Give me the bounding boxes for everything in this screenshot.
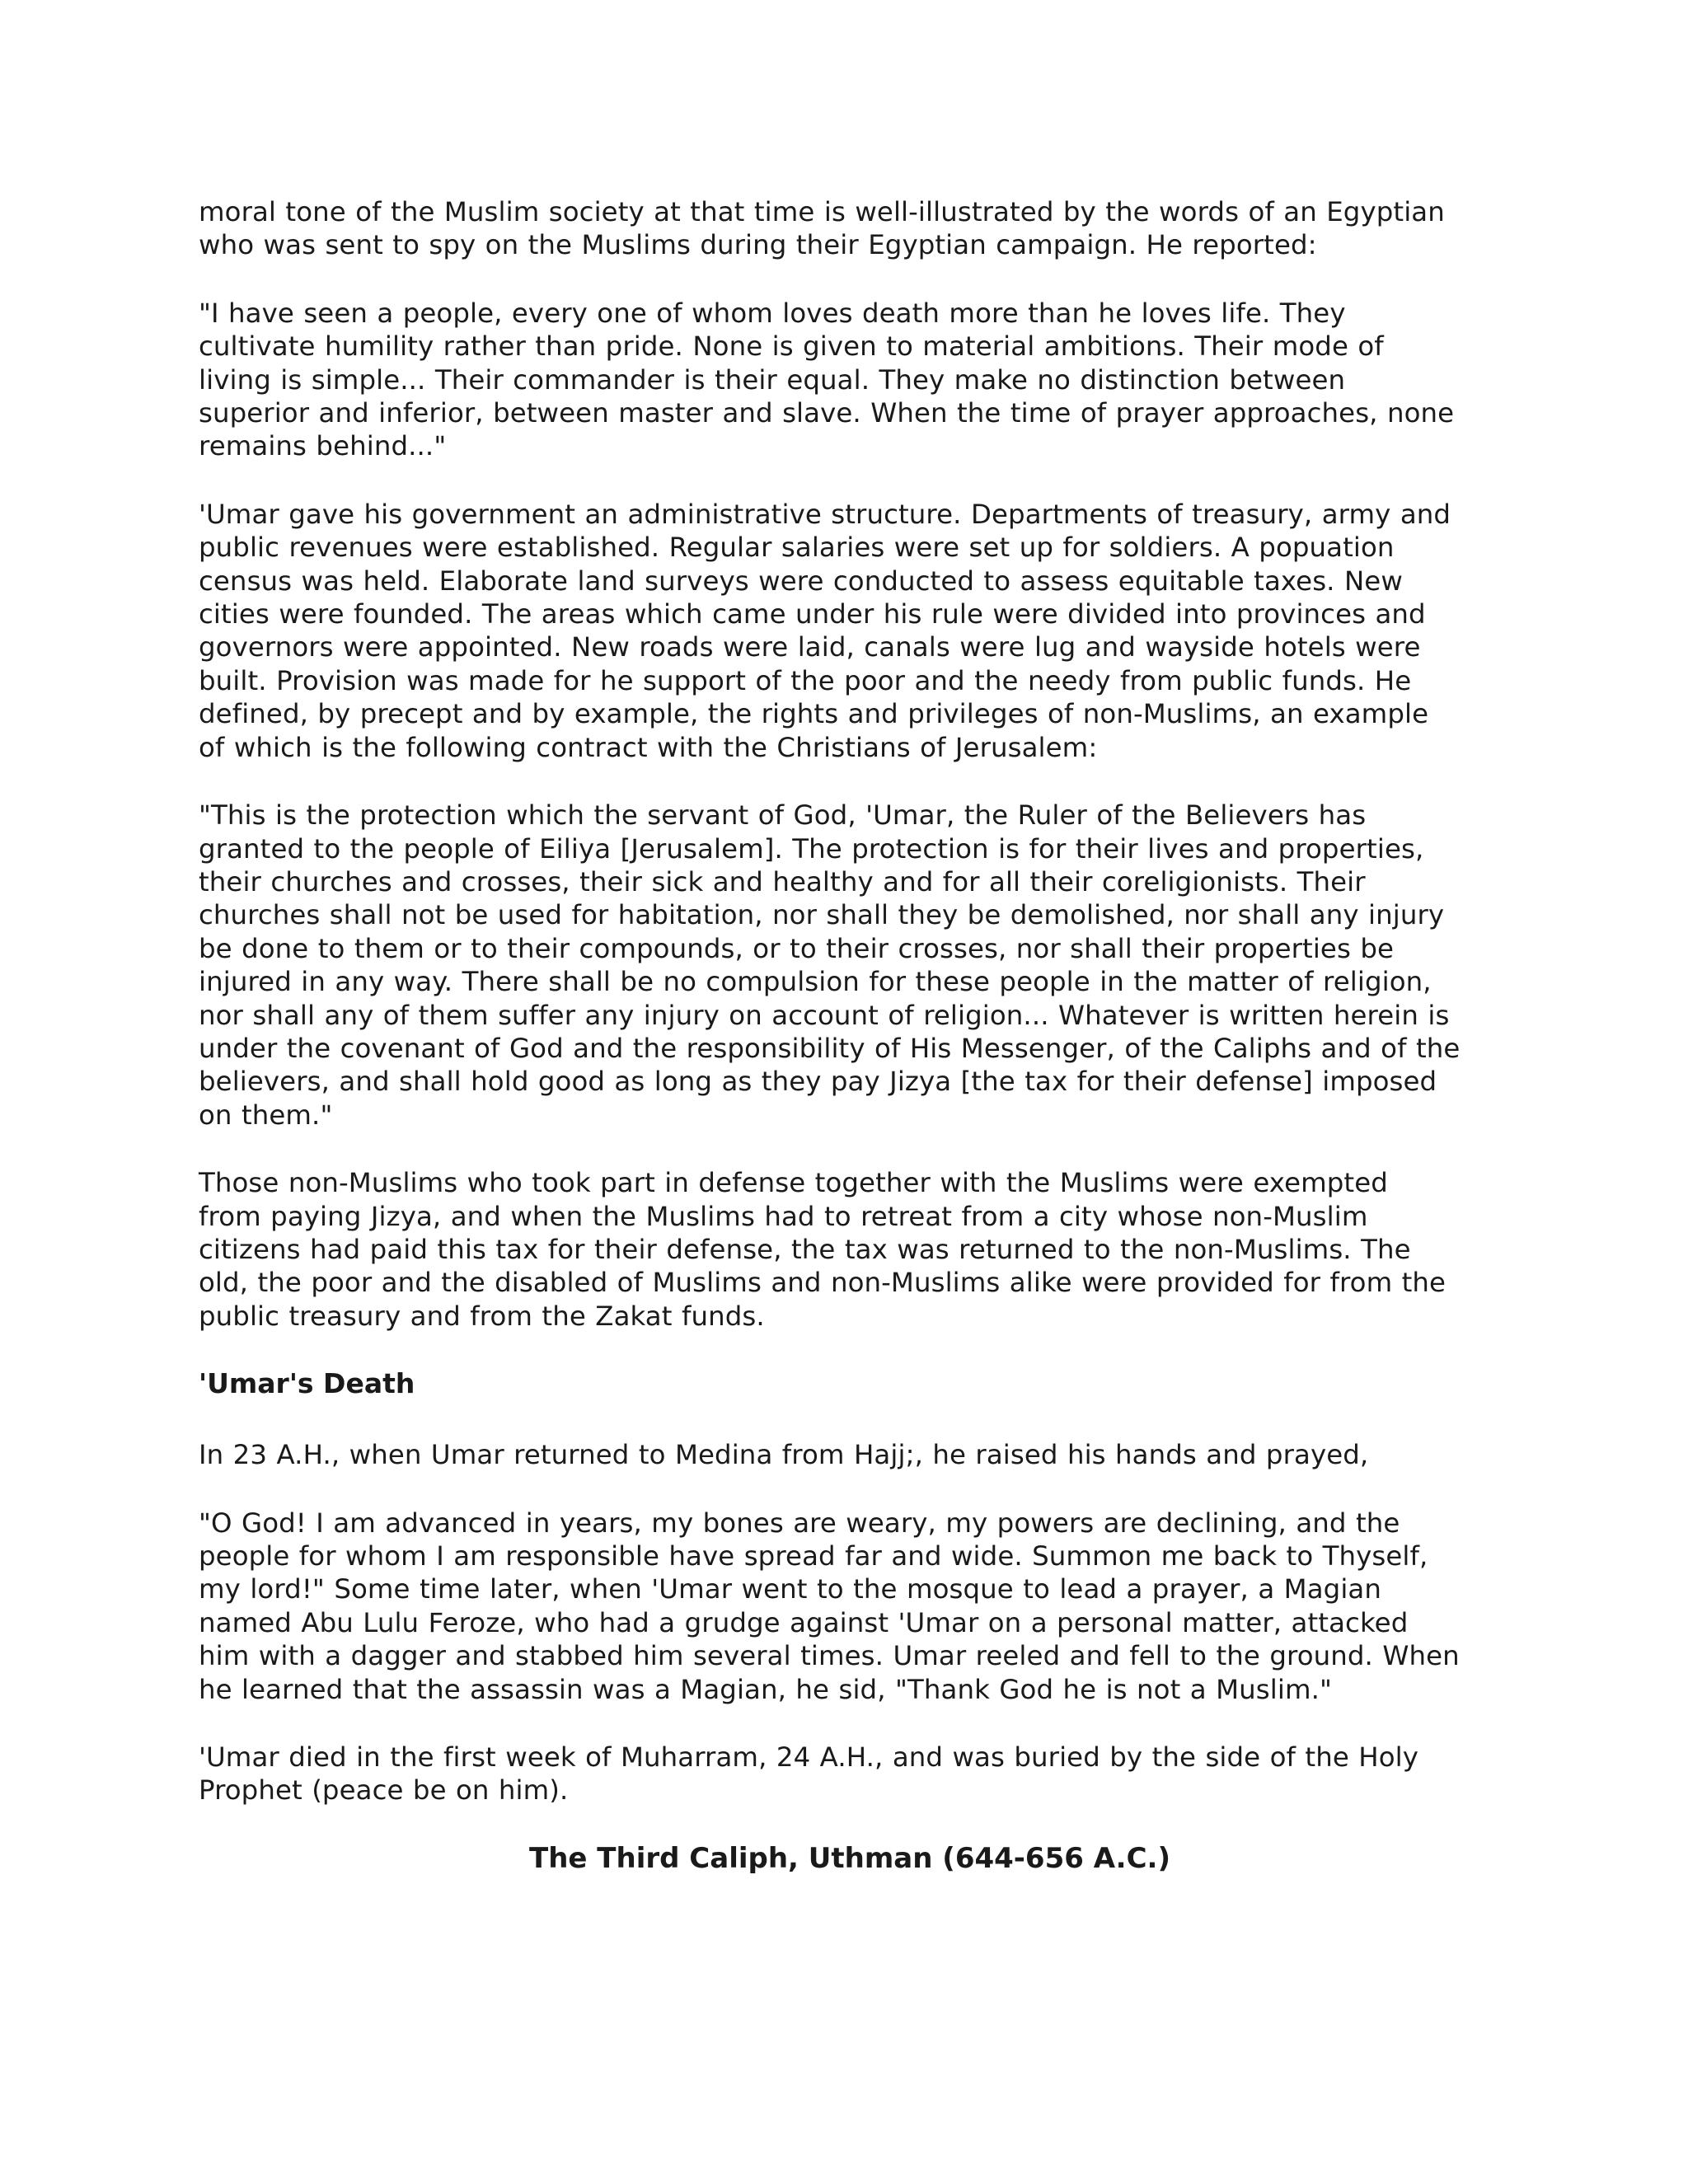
text-line: granted to the people of Eiliya [Jerusalem]. The protection is for their lives and properties, [199, 832, 1424, 865]
text-line: public treasury and from the Zakat funds. [199, 1300, 765, 1332]
paragraph-administration [199, 498, 1501, 764]
text-line: churches shall not be used for habitation, nor shall they be demolished, nor shall any injury [199, 899, 1445, 931]
text-line: cities were founded. The areas which came under his rule were divided into provinces and [199, 598, 1426, 630]
text-line: citizens had paid this tax for their defense, the tax was returned to the non-Muslims. The [199, 1233, 1411, 1265]
paragraph-return-from-hajj [199, 1438, 1501, 1471]
paragraph-jerusalem-contract [199, 799, 1501, 1132]
section-title-third-caliph: The Third Caliph, Uthman (644-656 A.C.) [529, 1841, 1170, 1875]
paragraph-jizya-exemption [199, 1166, 1501, 1333]
text-line: nor shall any of them suffer any injury on account of religion... Whatever is written herein is [199, 999, 1450, 1031]
paragraph-spy-quote [199, 297, 1501, 463]
text-line: "I have seen a people, every one of whom loves death more than he loves life. They [199, 297, 1346, 329]
text-line: old, the poor and the disabled of Muslims and non-Muslims alike were provided for from the [199, 1267, 1447, 1299]
text-line: superior and inferior, between master and slave. When the time of prayer approaches, none [199, 397, 1455, 429]
text-line: he learned that the assassin was a Magian, he sid, "Thank God he is not a Muslim." [199, 1673, 1333, 1705]
text-line: "O God! I am advanced in years, my bones are weary, my powers are declining, and the [199, 1507, 1400, 1539]
text-line: governors were appointed. New roads were laid, canals were lug and wayside hotels were [199, 631, 1421, 663]
text-line: of which is the following contract with the Christians of Jerusalem: [199, 731, 1098, 763]
text-line: moral tone of the Muslim society at that time is well-illustrated by the words of an Egyptian [199, 196, 1445, 227]
text-line: Those non-Muslims who took part in defense together with the Muslims were exempted [199, 1167, 1388, 1199]
text-line: him with a dagger and stabbed him several times. Umar reeled and fell to the ground. When [199, 1640, 1460, 1672]
text-line: people for whom I am responsible have spread far and wide. Summon me back to Thyself, [199, 1540, 1428, 1572]
paragraph-spy-report-intro [199, 195, 1501, 262]
text-line: census was held. Elaborate land surveys were conducted to assess equitable taxes. New [199, 565, 1403, 597]
text-line: who was sent to spy on the Muslims during their Egyptian campaign. He reported: [199, 229, 1317, 261]
text-line: from paying Jizya, and when the Muslims had to retreat from a city whose non-Muslim [199, 1200, 1368, 1232]
text-line: living is simple... Their commander is their equal. They make no distinction between [199, 363, 1346, 396]
section-heading-umars-death: 'Umar's Death [199, 1367, 415, 1400]
text-line: built. Provision was made for he support of the poor and the needy from public funds. He [199, 664, 1412, 696]
text-line: defined, by precept and by example, the rights and privileges of non-Muslims, an example [199, 698, 1429, 730]
text-line: be done to them or to their compounds, or to their crosses, nor shall their properties be [199, 932, 1395, 964]
text-line: believers, and shall hold good as long as they pay Jizya [the tax for their defense] imposed [199, 1066, 1437, 1098]
text-line: 'Umar died in the first week of Muharram, 24 A.H., and was buried by the side of the Holy [199, 1741, 1419, 1774]
text-line: on them." [199, 1099, 333, 1131]
text-line: In 23 A.H., when Umar returned to Medina from Hajj;, he raised his hands and prayed, [199, 1439, 1369, 1471]
text-line: named Abu Lulu Feroze, who had a grudge against 'Umar on a personal matter, attacked [199, 1606, 1409, 1638]
paragraph-burial [199, 1741, 1501, 1807]
text-line: Prophet (peace be on him). [199, 1774, 569, 1807]
text-line: under the covenant of God and the responsibility of His Messenger, of the Caliphs and of the [199, 1032, 1461, 1064]
text-line: cultivate humility rather than pride. None is given to material ambitions. Their mode of [199, 330, 1384, 363]
document-page [199, 195, 1501, 1875]
text-line: "This is the protection which the servant of God, 'Umar, the Ruler of the Believers has [199, 799, 1367, 832]
text-line: remains behind..." [199, 430, 447, 462]
text-line: injured in any way. There shall be no compulsion for these people in the matter of religion, [199, 966, 1432, 998]
text-line: 'Umar gave his government an administrative structure. Departments of treasury, army and [199, 498, 1451, 530]
text-line: their churches and crosses, their sick and healthy and for all their coreligionists. Their [199, 865, 1366, 898]
text-line: my lord!" Some time later, when 'Umar went to the mosque to lead a prayer, a Magian [199, 1573, 1381, 1605]
text-line: public revenues were established. Regular salaries were set up for soldiers. A popuation [199, 532, 1395, 564]
paragraph-prayer-and-attack [199, 1507, 1501, 1706]
